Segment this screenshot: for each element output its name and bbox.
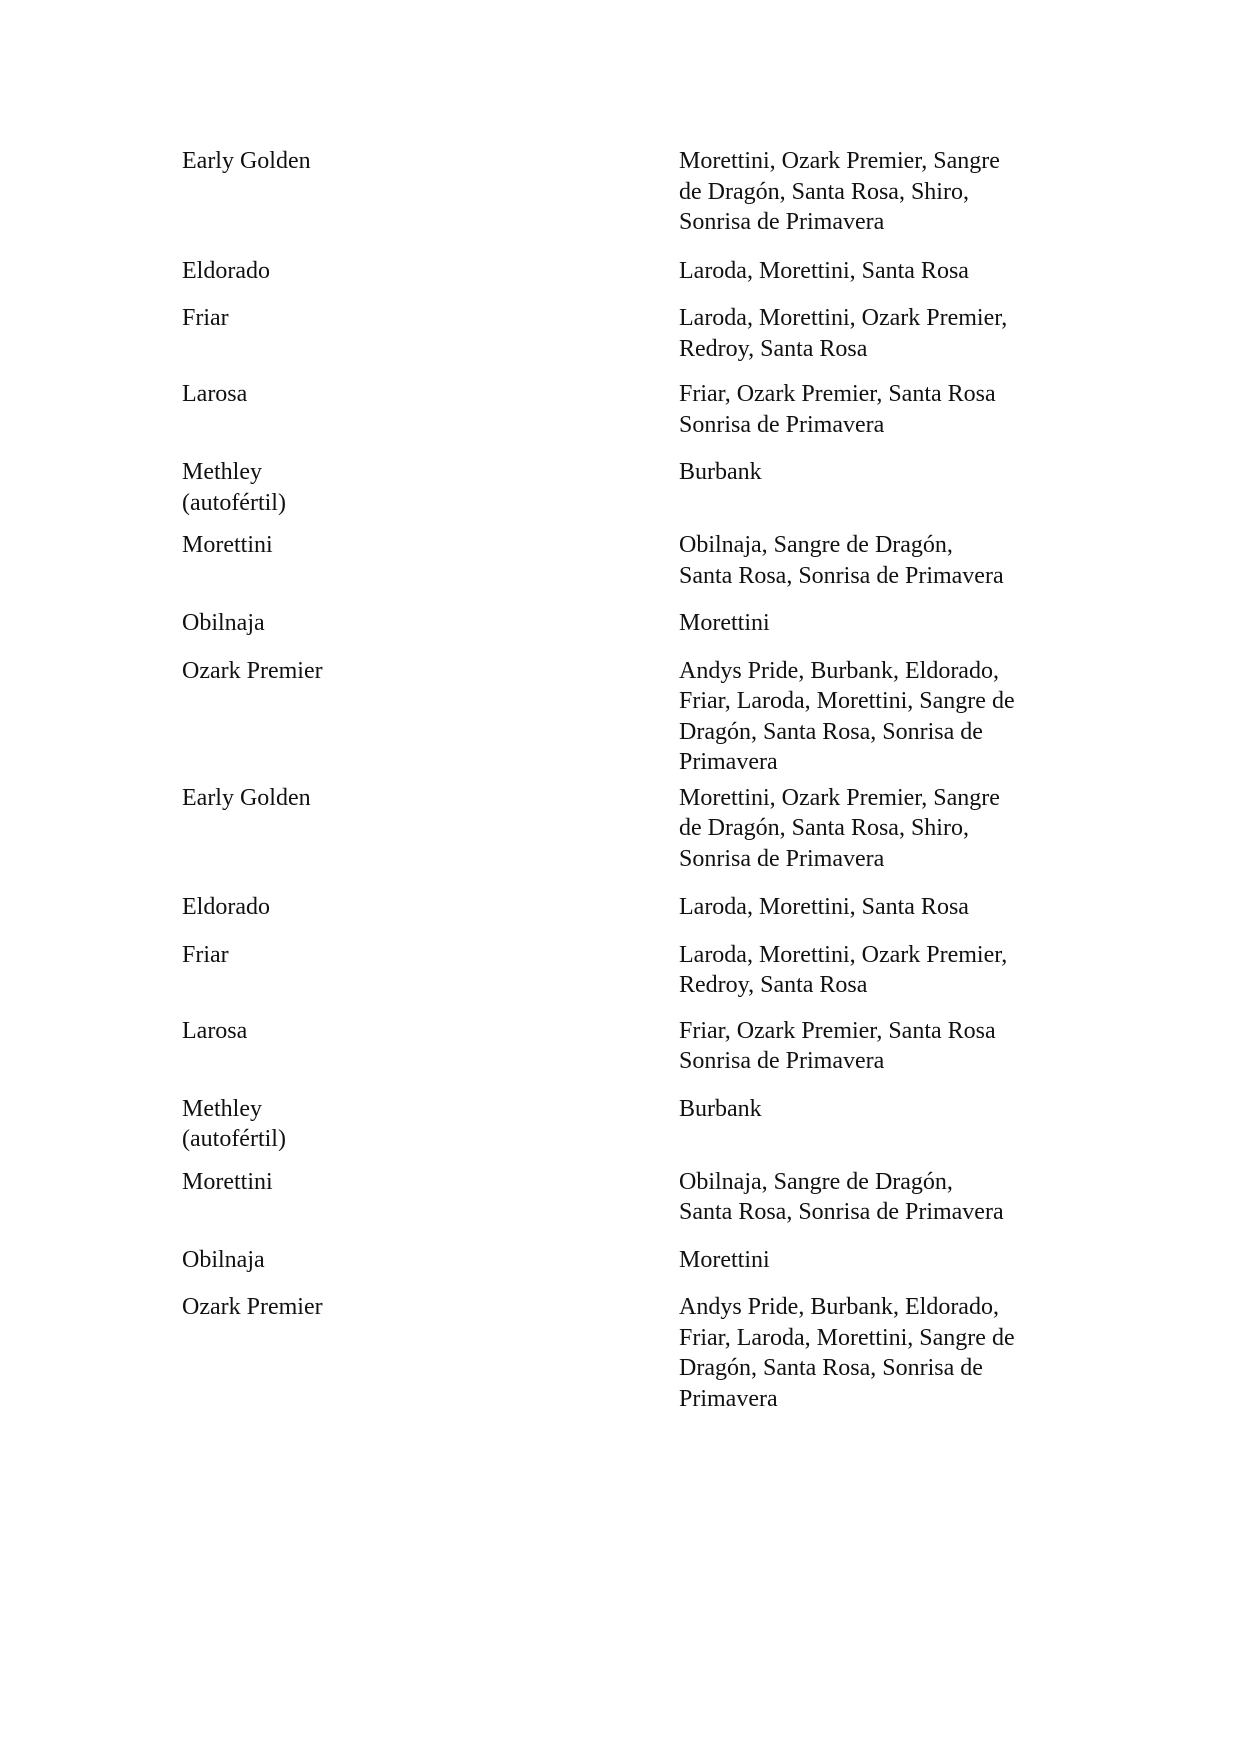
pollinators-text: Sonrisa de Primavera: [679, 209, 885, 235]
pollinators-text: Friar, Laroda, Morettini, Sangre de: [679, 1324, 1015, 1351]
pollinators-text: de Dragón, Santa Rosa, Shiro,: [679, 815, 969, 841]
table-row: [182, 1094, 1082, 1155]
pollinators-text: Andys Pride, Burbank, Eldorado,: [679, 1294, 999, 1320]
pollinators-text: Laroda, Morettini, Ozark Premier,: [679, 305, 1008, 331]
pollinators-cell: [679, 892, 1079, 923]
variety-cell: [182, 656, 679, 687]
pollinators-text: de Dragón, Santa Rosa, Shiro,: [679, 178, 969, 205]
pollinators-cell: [679, 1016, 1079, 1077]
pollinators-cell: [679, 1094, 1079, 1125]
pollinators-cell: [679, 783, 1079, 875]
variety-cell: [182, 379, 679, 410]
variety-cell: [182, 256, 679, 287]
table-row: [182, 379, 1082, 440]
pollinators-text: Friar, Laroda, Morettini, Sangre de: [679, 688, 1015, 714]
pollinators-text: Obilnaja, Sangre de Dragón,: [679, 532, 953, 558]
table-row: [182, 608, 1082, 639]
table-row: [182, 656, 1082, 778]
variety-name: Ozark Premier: [182, 1294, 323, 1320]
pollinators-text: Morettini: [679, 1246, 770, 1273]
pollinators-text: Santa Rosa, Sonrisa de Primavera: [679, 562, 1004, 589]
pollinators-text: Primavera: [679, 749, 778, 775]
variety-name: (autofértil): [182, 489, 286, 516]
pollinators-cell: [679, 940, 1079, 1001]
variety-cell: [182, 608, 679, 639]
pollinators-text: Friar, Ozark Premier, Santa Rosa: [679, 381, 996, 407]
pollinators-text: Morettini: [679, 610, 770, 636]
variety-name: Early Golden: [182, 784, 311, 811]
variety-cell: [182, 1245, 679, 1276]
pollinators-text: Andys Pride, Burbank, Eldorado,: [679, 657, 999, 684]
pollinators-cell: [679, 1245, 1079, 1276]
variety-name: (autofértil): [182, 1126, 286, 1152]
variety-name: Early Golden: [182, 148, 311, 174]
pollinators-text: Primavera: [679, 1385, 778, 1412]
pollinator-table: [182, 146, 1082, 1414]
variety-cell: [182, 457, 679, 518]
pollinators-text: Friar, Ozark Premier, Santa Rosa: [679, 1017, 996, 1044]
variety-cell: [182, 892, 679, 923]
table-row: [182, 1292, 1082, 1414]
pollinators-cell: [679, 656, 1079, 778]
pollinators-cell: [679, 256, 1079, 287]
variety-cell: [182, 1167, 679, 1198]
table-row: [182, 783, 1082, 875]
variety-cell: [182, 1094, 679, 1155]
pollinators-text: Burbank: [679, 1095, 762, 1122]
table-row: [182, 892, 1082, 923]
variety-name: Methley: [182, 459, 262, 485]
variety-cell: [182, 303, 679, 334]
pollinators-text: Redroy, Santa Rosa: [679, 335, 868, 362]
table-row: [182, 146, 1082, 238]
pollinators-cell: [679, 457, 1079, 488]
pollinators-text: Morettini, Ozark Premier, Sangre: [679, 148, 1000, 174]
pollinators-text: Sonrisa de Primavera: [679, 845, 885, 872]
pollinators-text: Dragón, Santa Rosa, Sonrisa de: [679, 718, 983, 745]
pollinators-text: Laroda, Morettini, Ozark Premier,: [679, 941, 1008, 968]
variety-cell: [182, 1292, 679, 1323]
pollinators-text: Dragón, Santa Rosa, Sonrisa de: [679, 1355, 983, 1381]
pollinators-text: Santa Rosa, Sonrisa de Primavera: [679, 1199, 1004, 1225]
variety-name: Friar: [182, 305, 229, 331]
table-row: [182, 1245, 1082, 1276]
table-row: [182, 457, 1082, 518]
pollinators-cell: [679, 530, 1079, 591]
table-row: [182, 303, 1082, 364]
pollinators-text: Laroda, Morettini, Santa Rosa: [679, 257, 969, 284]
table-row: [182, 530, 1082, 591]
variety-name: Obilnaja: [182, 610, 265, 636]
variety-cell: [182, 783, 679, 814]
variety-name: Obilnaja: [182, 1246, 265, 1273]
pollinators-text: Sonrisa de Primavera: [679, 411, 885, 438]
pollinators-text: Sonrisa de Primavera: [679, 1048, 885, 1074]
pollinators-cell: [679, 1292, 1079, 1414]
pollinators-cell: [679, 608, 1079, 639]
table-row: [182, 1016, 1082, 1077]
pollinators-cell: [679, 1167, 1079, 1228]
table-row: [182, 256, 1082, 287]
variety-name: Methley: [182, 1095, 262, 1122]
pollinators-cell: [679, 379, 1079, 440]
variety-name: Morettini: [182, 1168, 273, 1195]
variety-name: Friar: [182, 941, 229, 968]
pollinators-text: Laroda, Morettini, Santa Rosa: [679, 894, 969, 920]
variety-name: Eldorado: [182, 257, 270, 284]
variety-cell: [182, 146, 679, 177]
variety-name: Larosa: [182, 381, 248, 407]
pollinators-text: Redroy, Santa Rosa: [679, 972, 868, 998]
pollinators-cell: [679, 303, 1079, 364]
variety-cell: [182, 1016, 679, 1047]
pollinators-text: Morettini, Ozark Premier, Sangre: [679, 784, 1000, 811]
pollinators-text: Obilnaja, Sangre de Dragón,: [679, 1168, 953, 1195]
variety-cell: [182, 940, 679, 971]
variety-name: Eldorado: [182, 894, 270, 920]
variety-name: Ozark Premier: [182, 657, 323, 684]
variety-cell: [182, 530, 679, 561]
pollinators-text: Burbank: [679, 459, 762, 485]
variety-name: Morettini: [182, 532, 273, 558]
table-row: [182, 940, 1082, 1001]
pollinators-cell: [679, 146, 1079, 238]
table-row: [182, 1167, 1082, 1228]
variety-name: Larosa: [182, 1017, 248, 1044]
